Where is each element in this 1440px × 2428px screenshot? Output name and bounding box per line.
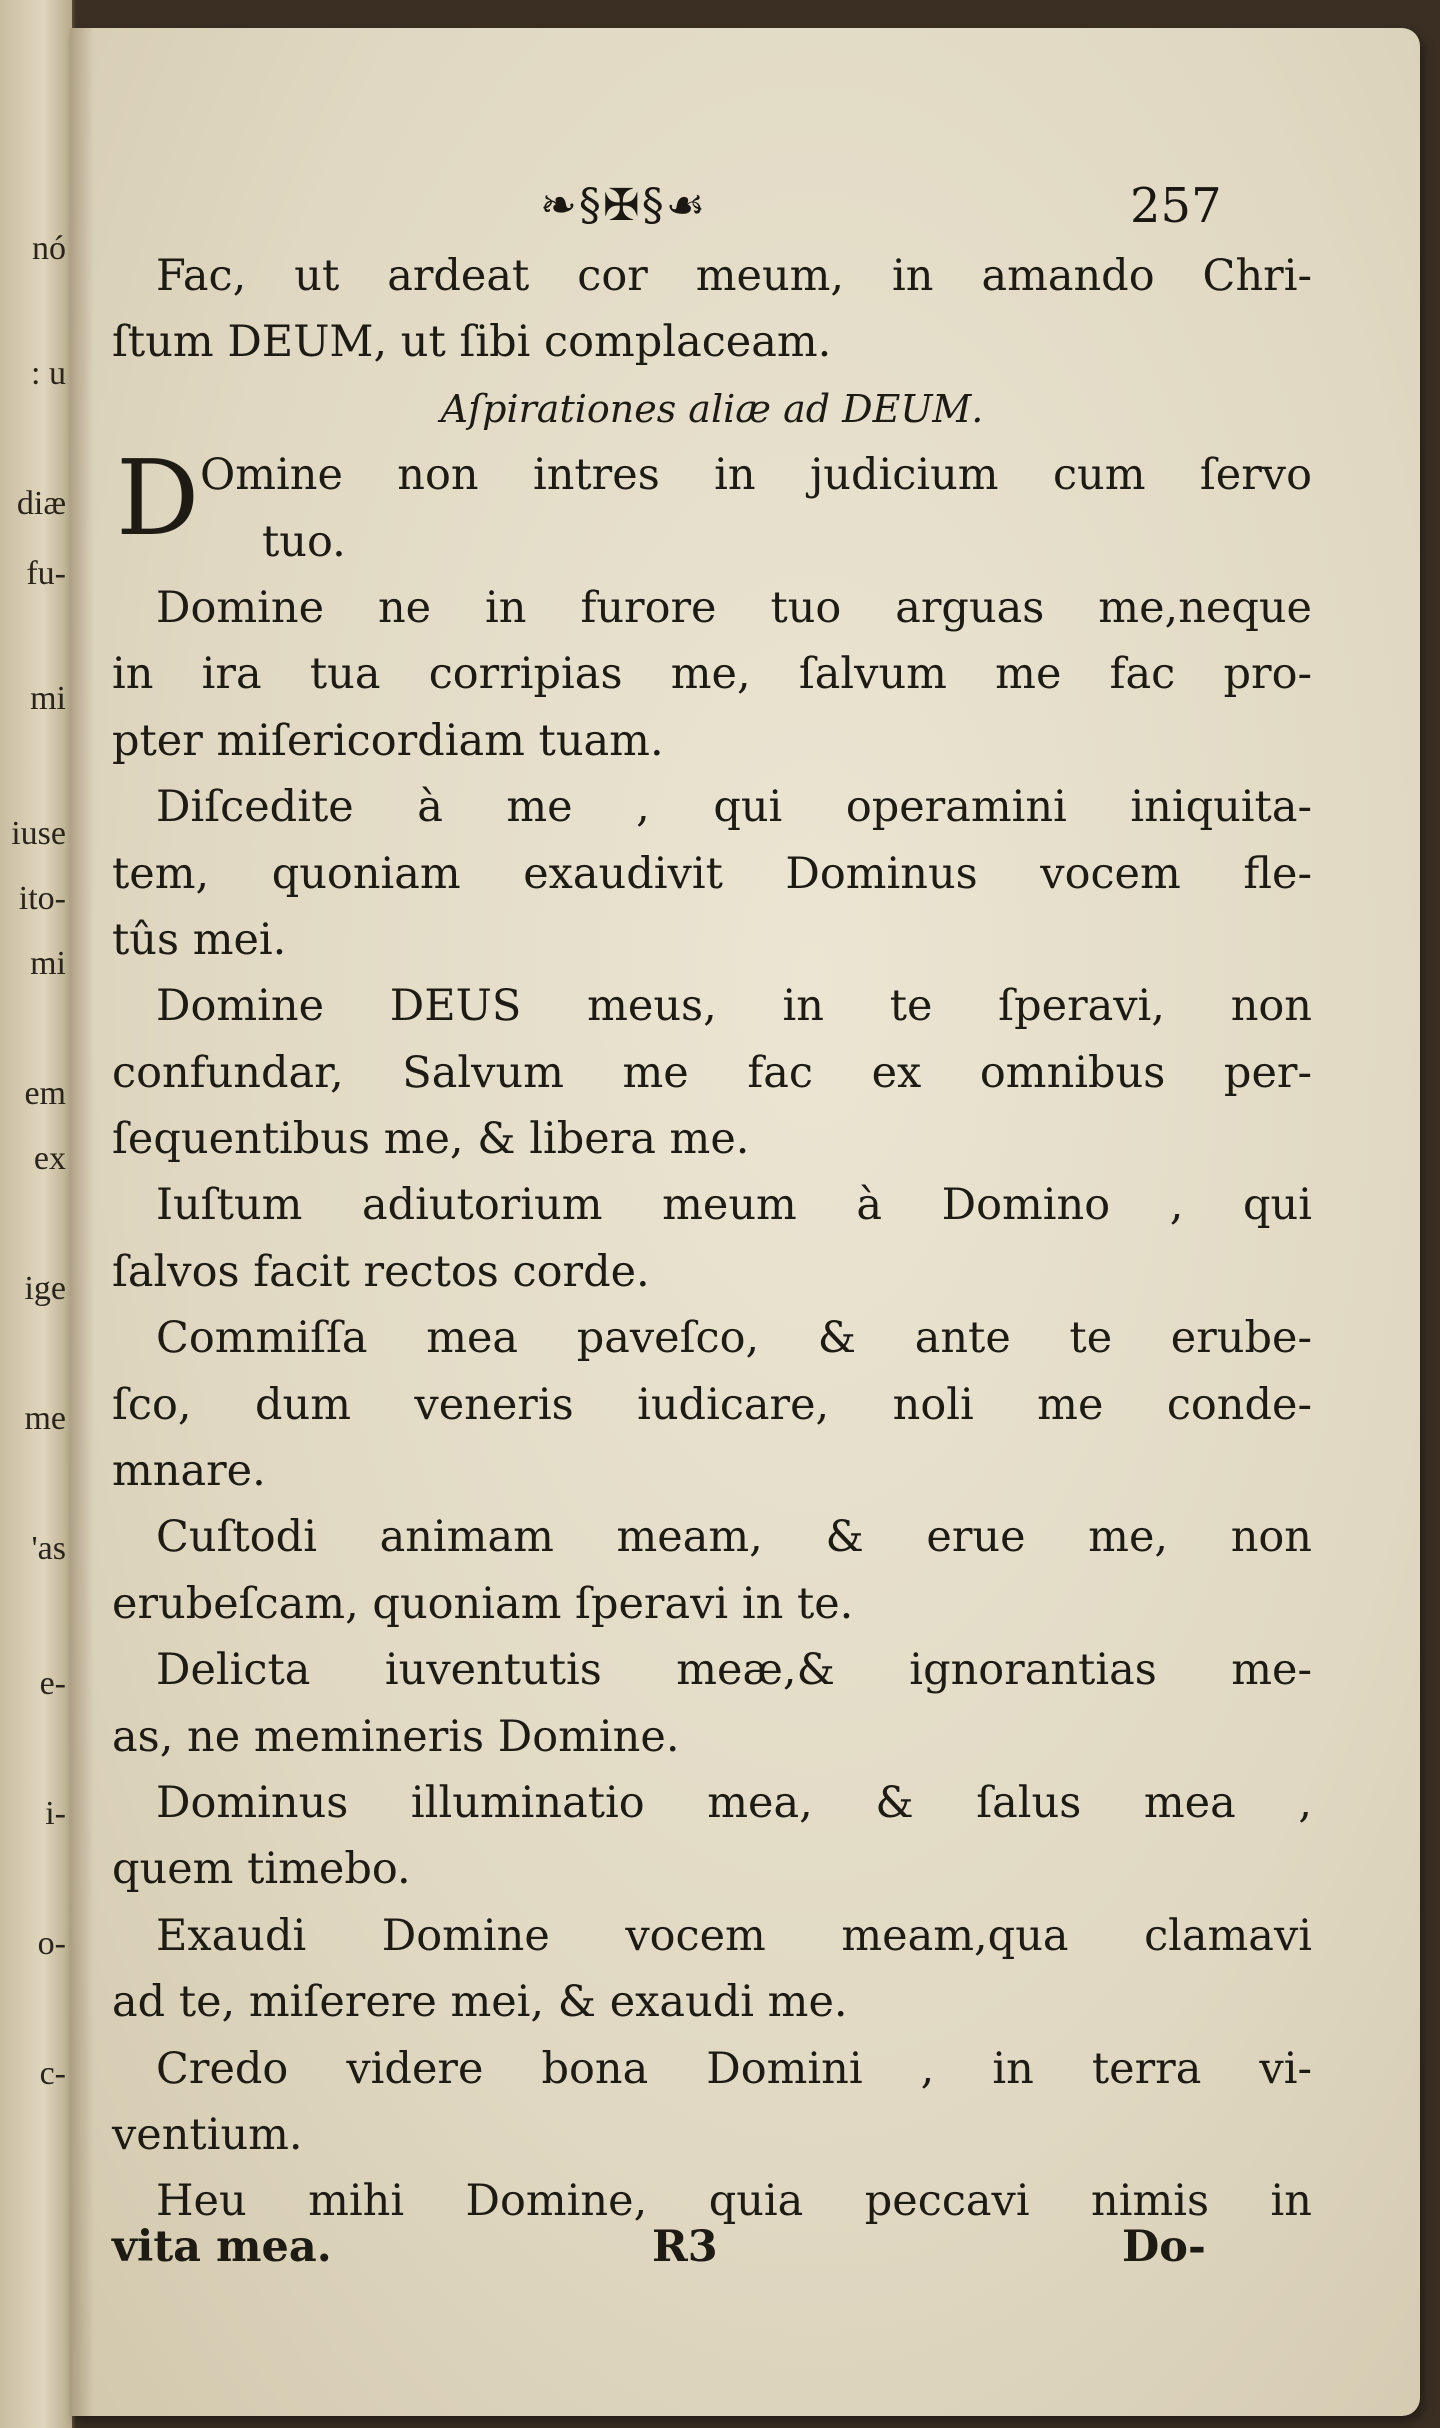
text-line: pter miſericordiam tuam. [112,715,664,766]
margin-fragment: o- [37,1925,66,1962]
text-line: Credo videre bona Domini , in terra vi- [156,2043,1312,2094]
text-line: confundar, Salvum me fac ex omnibus per- [112,1047,1312,1098]
margin-fragment: mi [30,680,66,717]
text-line: tûs mei. [112,914,287,965]
text-line: ventium. [112,2109,303,2160]
book-page [70,28,1420,2416]
text-line: Delicta iuventutis meæ,& ignorantias me- [156,1645,1312,1696]
catchword: Do- [1122,2222,1206,2272]
margin-fragment: nó [32,230,66,267]
text-line: ſco, dum veneris iudicare, noli me conde- [112,1379,1312,1430]
section-heading: Aſpirationes aliæ ad DEUM. [440,386,984,431]
text-line: Commiſſa mea paveſco, & ante te erube- [156,1313,1312,1364]
margin-fragment: diæ [16,485,66,522]
text-line: ad te, miſerere mei, & exaudi me. [112,1977,848,2028]
text-line: Diſcedite à me , qui operamini iniquita- [156,782,1312,833]
margin-fragment: c- [39,2055,66,2092]
text-line-content: Omine non intres in judicium cum ſervo [200,450,1312,501]
text-line: Cuſtodi animam meam, & erue me, non [156,1512,1312,1563]
last-text-line: vita mea. [112,2222,332,2272]
page-number: 257 [1130,178,1222,234]
text-line: mnare. [112,1446,266,1497]
text-line: as, ne memineris Domine. [112,1711,680,1762]
adjacent-page-edge [0,0,72,2428]
text-line: Domine ne in furore tuo arguas me,neque [156,582,1312,633]
margin-fragment: fu- [26,555,66,592]
body-text [112,243,1312,2235]
margin-fragment: me [24,1400,66,1437]
text-line: Iuſtum adiutorium meum à Domino , qui [156,1180,1312,1231]
text-line: Heu mihi Domine, quia peccavi nimis in [156,2176,1312,2227]
signature-mark: R3 [652,2222,718,2272]
margin-fragment: ito- [18,880,66,917]
margin-fragment: iuse [11,815,66,852]
drop-cap: D [116,437,200,560]
text-line: Exaudi Domine vocem meam,qua clamavi [156,1910,1312,1961]
margin-fragment: 'as [31,1530,66,1567]
margin-fragment: em [24,1075,66,1112]
text-line: Dominus illuminatio mea, & ſalus mea , [156,1777,1312,1828]
text-line: erubeſcam, quoniam ſperavi in te. [112,1578,854,1629]
margin-fragment: : u [31,355,66,392]
margin-fragment: mi [30,945,66,982]
text-line: ſtum DEUM, ut ſibi complaceam. [112,317,832,368]
text-line: quem timebo. [112,1844,411,1895]
margin-fragment: ex [33,1140,66,1177]
binding-shadow [70,28,94,2416]
text-line: Fac, ut ardeat cor meum, in amando Chri- [156,251,1312,301]
margin-fragment: i- [45,1795,66,1832]
text-line: Domine DEUS meus, in te ſperavi, non [156,981,1312,1032]
header-ornament: ❧§✠§☙ [540,180,708,231]
margin-fragment: e- [39,1665,66,1702]
text-line: ſequentibus me, & libera me. [112,1114,750,1165]
text-line: in ira tua corripias me, ſalvum me fac pro- [112,649,1312,700]
text-line: tem, quoniam exaudivit Dominus vocem fle- [112,848,1312,899]
text-line: tuo. [262,516,346,567]
margin-fragment: ige [24,1270,66,1307]
text-line: ſalvos facit rectos corde. [112,1246,650,1297]
